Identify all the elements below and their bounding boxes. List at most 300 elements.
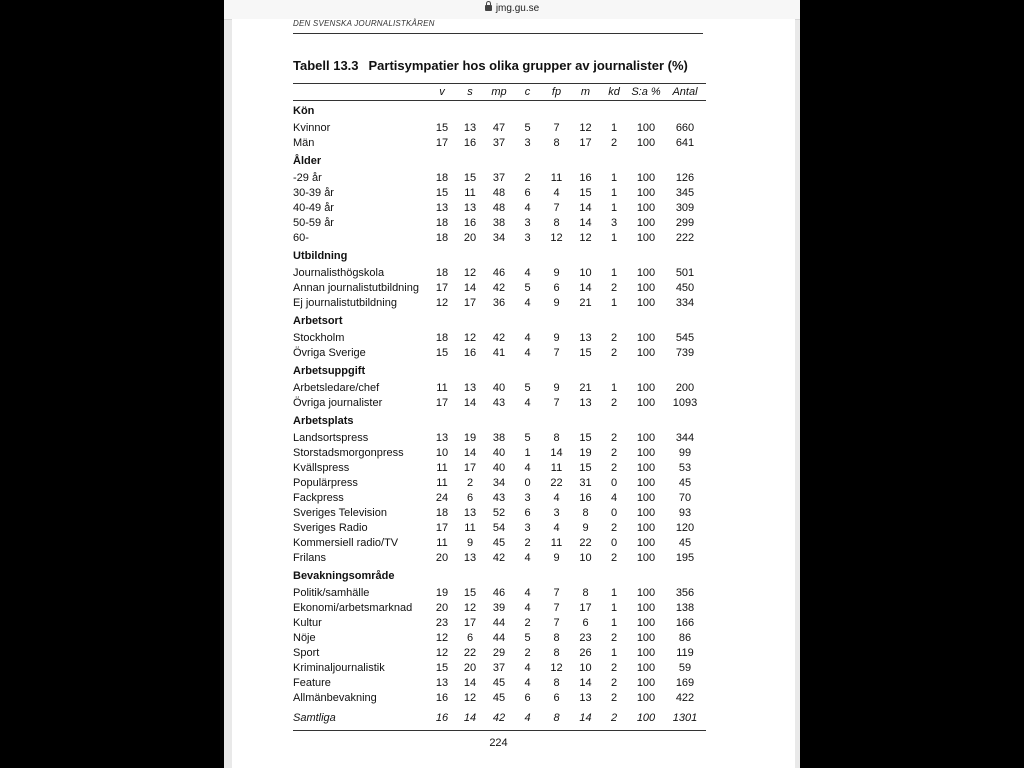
table-cell: 4 <box>524 332 531 344</box>
table-cell: 14 <box>550 447 563 459</box>
table-cell: 8 <box>553 432 560 444</box>
table-cell: 59 <box>678 662 692 674</box>
table-cell: 13 <box>463 122 477 134</box>
table-cell: 14 <box>579 202 592 214</box>
table-cell: 100 <box>636 267 656 279</box>
table-cell: 45 <box>492 692 506 704</box>
row-label: 30-39 år <box>293 187 334 199</box>
table-cell: 26 <box>579 647 592 659</box>
table-cell: 86 <box>678 632 692 644</box>
section-header-row <box>293 311 706 331</box>
table-cell: 53 <box>678 462 692 474</box>
table-cell: 2 <box>610 332 618 344</box>
table-cell: 17 <box>435 522 449 534</box>
table-cell: 1 <box>524 447 531 459</box>
table-cell: 2 <box>524 172 531 184</box>
table-cell: 4 <box>524 267 531 279</box>
table-cell: 0 <box>524 477 531 489</box>
table-number: Tabell 13.3 <box>293 58 359 73</box>
row-label: Kvällspress <box>293 462 350 474</box>
table-row <box>293 461 706 476</box>
row-label: Feature <box>293 677 331 689</box>
table-title <box>293 58 688 73</box>
table-cell: 2 <box>610 677 618 689</box>
table-cell: 10 <box>579 662 592 674</box>
row-label: Samtliga <box>293 712 336 724</box>
table-cell: 14 <box>579 677 592 689</box>
table-cell: 6 <box>553 692 560 704</box>
table-row <box>293 586 706 601</box>
table-cell: 7 <box>553 397 560 409</box>
table-cell: 12 <box>579 232 592 244</box>
table-cell: 100 <box>636 462 656 474</box>
table-cell: 4 <box>524 552 531 564</box>
table-cell: 545 <box>675 332 695 344</box>
table-cell: 36 <box>492 297 506 309</box>
table-cell: 9 <box>553 267 560 279</box>
table-cell: 43 <box>492 492 506 504</box>
table-cell: 100 <box>636 187 656 199</box>
table-cell: 17 <box>435 282 449 294</box>
table-cell: 2 <box>466 477 474 489</box>
table-cell: 20 <box>435 602 449 614</box>
url-display[interactable] <box>224 3 800 14</box>
row-label: Storstadsmorgonpress <box>293 447 404 459</box>
table-cell: 10 <box>579 267 592 279</box>
table-cell: 15 <box>435 187 449 199</box>
table-cell: 22 <box>550 477 563 489</box>
table-cell: 100 <box>636 332 656 344</box>
table-cell: 14 <box>463 397 477 409</box>
table-cell: 2 <box>610 447 618 459</box>
column-header: S:a % <box>631 85 661 98</box>
row-label: Nöje <box>293 632 316 644</box>
table-cell: 13 <box>463 552 477 564</box>
table-cell: 16 <box>435 712 449 724</box>
row-label: Kommersiell radio/TV <box>293 537 399 549</box>
table-cell: 1301 <box>672 712 698 724</box>
header-rule <box>293 33 703 34</box>
row-label: Kriminaljournalistik <box>293 662 385 674</box>
table-cell: 6 <box>582 617 589 629</box>
table-cell: 100 <box>636 507 656 519</box>
column-header: s <box>467 85 473 98</box>
table-row <box>293 171 706 186</box>
table-cell: 9 <box>553 382 560 394</box>
page-number: 224 <box>489 737 508 749</box>
table-cell: 12 <box>435 632 449 644</box>
table-cell: 12 <box>463 332 477 344</box>
table-cell: 1 <box>610 122 618 134</box>
table-cell: 11 <box>550 537 563 549</box>
table-cell: 100 <box>636 712 656 724</box>
table-row <box>293 231 706 246</box>
row-label: Arbetsledare/chef <box>293 382 380 394</box>
table-cell: 6 <box>524 507 531 519</box>
table-cell: 345 <box>675 187 695 199</box>
table-cell: 8 <box>582 587 589 599</box>
table-cell: 42 <box>492 552 506 564</box>
table-cell: 4 <box>524 297 531 309</box>
table-cell: 9 <box>466 537 474 549</box>
table-row <box>293 646 706 661</box>
table-cell: 18 <box>435 172 449 184</box>
table-cell: 16 <box>579 492 592 504</box>
table-cell: 422 <box>675 692 695 704</box>
column-header: fp <box>551 85 562 98</box>
table-cell: 100 <box>636 297 656 309</box>
table-cell: 20 <box>435 552 449 564</box>
row-label: Fackpress <box>293 492 344 504</box>
table-cell: 3 <box>524 217 531 229</box>
table-cell: 4 <box>524 587 531 599</box>
table-cell: 13 <box>435 202 449 214</box>
table-cell: 12 <box>435 297 449 309</box>
table-cell: 17 <box>463 297 477 309</box>
row-label: 60- <box>293 232 309 244</box>
table-cell: 2 <box>610 137 618 149</box>
table-cell: 100 <box>636 232 656 244</box>
table-cell: 6 <box>466 632 474 644</box>
table-cell: 660 <box>675 122 695 134</box>
table-cell: 19 <box>463 432 477 444</box>
table-cell: 11 <box>436 382 448 394</box>
table-cell: 641 <box>675 137 695 149</box>
table-cell: 2 <box>610 282 618 294</box>
table-cell: 100 <box>636 522 656 534</box>
table-cell: 0 <box>610 537 618 549</box>
table-cell: 23 <box>579 632 592 644</box>
table-row <box>293 296 706 311</box>
table-cell: 13 <box>463 507 477 519</box>
table-cell: 15 <box>435 662 449 674</box>
table-cell: 100 <box>636 397 656 409</box>
table-cell: 739 <box>675 347 695 359</box>
table-cell: 17 <box>435 137 449 149</box>
table-cell: 29 <box>492 647 506 659</box>
table-cell: 13 <box>579 332 592 344</box>
table-row <box>293 506 706 521</box>
table-row <box>293 601 706 616</box>
table-cell: 501 <box>675 267 695 279</box>
table-cell: 2 <box>610 522 618 534</box>
table-cell: 100 <box>636 447 656 459</box>
table-cell: 14 <box>463 282 477 294</box>
table-cell: 4 <box>553 492 560 504</box>
table-cell: 7 <box>553 122 560 134</box>
table-row <box>293 521 706 536</box>
section-header-row <box>293 151 706 171</box>
table-cell: 2 <box>610 662 618 674</box>
table-title-text: Partisympatier hos olika grupper av journalister (%) <box>368 58 688 73</box>
table-cell: 100 <box>636 347 656 359</box>
table-cell: 1 <box>610 587 618 599</box>
section-header-row <box>293 246 706 266</box>
table-cell: 34 <box>492 477 506 489</box>
row-label: Övriga Sverige <box>293 347 366 359</box>
table-row <box>293 281 706 296</box>
table-cell: 1 <box>610 202 618 214</box>
table-cell: 299 <box>675 217 695 229</box>
table-cell: 52 <box>492 507 506 519</box>
table-cell: 11 <box>550 462 563 474</box>
table-cell: 12 <box>463 692 477 704</box>
table-cell: 45 <box>678 537 692 549</box>
table-cell: 4 <box>524 712 531 724</box>
row-label: Landsortspress <box>293 432 369 444</box>
table-row <box>293 446 706 461</box>
table-row <box>293 616 706 631</box>
table-row <box>293 476 706 491</box>
table-row <box>293 186 706 201</box>
table-cell: 309 <box>675 202 695 214</box>
row-label: Populärpress <box>293 477 358 489</box>
table-cell: 42 <box>492 712 506 724</box>
table-cell: 19 <box>435 587 449 599</box>
table-cell: 100 <box>636 617 656 629</box>
table-cell: 11 <box>464 522 476 534</box>
section-header-row <box>293 566 706 586</box>
table-row <box>293 136 706 151</box>
row-label: Ej journalistutbildning <box>293 297 397 309</box>
table-cell: 195 <box>675 552 695 564</box>
table-row <box>293 536 706 551</box>
table-cell: 4 <box>524 602 531 614</box>
row-label: Kvinnor <box>293 122 331 134</box>
section-header: Arbetsplats <box>293 415 354 427</box>
table-cell: 1 <box>610 187 618 199</box>
table-cell: 100 <box>636 587 656 599</box>
table-cell: 34 <box>492 232 506 244</box>
table-cell: 15 <box>463 172 477 184</box>
table-cell: 5 <box>524 382 531 394</box>
table-cell: 3 <box>553 507 560 519</box>
document-page <box>232 19 795 768</box>
table-cell: 120 <box>675 522 695 534</box>
table-cell: 93 <box>678 507 692 519</box>
table-cell: 3 <box>524 137 531 149</box>
table-cell: 31 <box>579 477 592 489</box>
table-cell: 119 <box>676 647 694 659</box>
table-cell: 14 <box>463 712 477 724</box>
table-cell: 2 <box>524 537 531 549</box>
table-cell: 16 <box>463 217 477 229</box>
table-cell: 12 <box>550 662 563 674</box>
column-header: Antal <box>672 85 698 98</box>
table-cell: 8 <box>553 217 560 229</box>
table-cell: 46 <box>492 587 506 599</box>
table-cell: 138 <box>675 602 695 614</box>
table-cell: 0 <box>610 477 618 489</box>
total-row <box>293 706 706 731</box>
table-cell: 1093 <box>672 397 698 409</box>
table-cell: 100 <box>636 122 656 134</box>
table-cell: 100 <box>636 552 656 564</box>
table-cell: 8 <box>553 137 560 149</box>
column-header: mp <box>491 85 507 98</box>
table-cell: 48 <box>492 187 506 199</box>
table-cell: 1 <box>610 382 618 394</box>
table-cell: 10 <box>435 447 449 459</box>
table-cell: 15 <box>463 587 477 599</box>
running-header: DEN SVENSKA JOURNALISTKÅREN <box>293 19 435 28</box>
table-cell: 17 <box>463 462 477 474</box>
row-label: Stockholm <box>293 332 345 344</box>
table-cell: 1 <box>610 267 618 279</box>
table-cell: 6 <box>553 282 560 294</box>
table-cell: 12 <box>579 122 592 134</box>
row-label: -29 år <box>293 172 322 184</box>
table-cell: 4 <box>524 677 531 689</box>
table-row <box>293 551 706 566</box>
column-header-label <box>293 84 429 101</box>
table-cell: 12 <box>463 267 477 279</box>
table-cell: 17 <box>579 602 592 614</box>
table-cell: 7 <box>553 602 560 614</box>
table-cell: 2 <box>610 432 618 444</box>
table-cell: 70 <box>678 492 692 504</box>
table-cell: 6 <box>524 187 531 199</box>
table-cell: 1 <box>610 232 618 244</box>
table-cell: 4 <box>524 462 531 474</box>
table-cell: 344 <box>675 432 695 444</box>
table-cell: 14 <box>463 447 477 459</box>
browser-address-bar[interactable] <box>224 0 800 20</box>
table-cell: 12 <box>435 647 449 659</box>
table-cell: 2 <box>610 632 618 644</box>
table-cell: 15 <box>579 462 592 474</box>
table-cell: 3 <box>610 217 618 229</box>
table-cell: 46 <box>492 267 506 279</box>
data-table <box>293 83 706 731</box>
table-cell: 11 <box>550 172 563 184</box>
table-cell: 43 <box>492 397 506 409</box>
table-cell: 13 <box>579 692 592 704</box>
table-cell: 42 <box>492 282 506 294</box>
table-row <box>293 381 706 396</box>
table-cell: 17 <box>579 137 592 149</box>
table-cell: 4 <box>553 522 560 534</box>
table-row <box>293 346 706 361</box>
table-cell: 37 <box>492 137 506 149</box>
table-cell: 7 <box>553 202 560 214</box>
table-cell: 42 <box>492 332 506 344</box>
table-cell: 10 <box>579 552 592 564</box>
table-cell: 2 <box>610 397 618 409</box>
section-header: Kön <box>293 105 315 117</box>
table-cell: 15 <box>435 347 449 359</box>
table-row <box>293 201 706 216</box>
table-cell: 100 <box>636 382 656 394</box>
column-header: kd <box>608 85 620 98</box>
table-cell: 6 <box>524 692 531 704</box>
table-cell: 14 <box>579 712 592 724</box>
table-cell: 356 <box>675 587 695 599</box>
table-cell: 100 <box>636 432 656 444</box>
table-cell: 13 <box>463 202 477 214</box>
table-cell: 100 <box>636 647 656 659</box>
table-cell: 2 <box>524 617 531 629</box>
table-row <box>293 661 706 676</box>
table-cell: 12 <box>550 232 563 244</box>
table-cell: 222 <box>675 232 695 244</box>
column-header: c <box>524 85 531 98</box>
row-label: Ekonomi/arbetsmarknad <box>293 602 413 614</box>
table-cell: 4 <box>524 662 531 674</box>
table-cell: 450 <box>675 282 695 294</box>
table-row <box>293 491 706 506</box>
table-cell: 2 <box>524 647 531 659</box>
section-header: Arbetsort <box>293 315 343 327</box>
table-cell: 15 <box>579 432 592 444</box>
table-cell: 1 <box>610 647 618 659</box>
table-cell: 100 <box>636 137 656 149</box>
section-header: Utbildning <box>293 250 348 262</box>
table-cell: 37 <box>492 662 506 674</box>
url-text: jmg.gu.se <box>495 3 540 14</box>
table-cell: 8 <box>553 712 560 724</box>
table-cell: 14 <box>579 282 592 294</box>
table-cell: 4 <box>524 202 531 214</box>
table-cell: 100 <box>636 202 656 214</box>
table-cell: 16 <box>463 137 477 149</box>
table-cell: 2 <box>610 552 618 564</box>
table-cell: 18 <box>435 232 449 244</box>
row-label: Sveriges Television <box>293 507 387 519</box>
table-cell: 5 <box>524 282 531 294</box>
table-cell: 9 <box>553 552 560 564</box>
table-cell: 100 <box>636 217 656 229</box>
row-label: 40-49 år <box>293 202 334 214</box>
table-cell: 9 <box>553 332 560 344</box>
table-cell: 40 <box>492 462 506 474</box>
table-cell: 5 <box>524 432 531 444</box>
table-cell: 44 <box>492 632 506 644</box>
table-cell: 16 <box>579 172 592 184</box>
table-cell: 18 <box>435 332 449 344</box>
table-cell: 1 <box>610 172 618 184</box>
table-cell: 22 <box>579 537 592 549</box>
table-cell: 45 <box>678 477 692 489</box>
table-cell: 3 <box>524 492 531 504</box>
table-cell: 4 <box>553 187 560 199</box>
table-cell: 20 <box>463 232 477 244</box>
section-header-row <box>293 101 706 122</box>
table-cell: 11 <box>436 477 448 489</box>
row-label: Män <box>293 137 315 149</box>
table-cell: 39 <box>492 602 506 614</box>
table-cell: 5 <box>524 632 531 644</box>
table-cell: 18 <box>435 267 449 279</box>
table-cell: 17 <box>435 397 449 409</box>
table-cell: 54 <box>492 522 506 534</box>
table-cell: 20 <box>463 662 477 674</box>
table-cell: 7 <box>553 617 560 629</box>
table-row <box>293 216 706 231</box>
table-row <box>293 331 706 346</box>
table-row <box>293 266 706 281</box>
table-cell: 13 <box>463 382 477 394</box>
table-cell: 22 <box>463 647 477 659</box>
table-cell: 24 <box>435 492 449 504</box>
table-cell: 8 <box>553 677 560 689</box>
table-cell: 37 <box>492 172 506 184</box>
row-label: Sport <box>293 647 320 659</box>
row-label: Politik/samhälle <box>293 587 370 599</box>
table-cell: 16 <box>435 692 449 704</box>
table-cell: 15 <box>579 187 592 199</box>
table-cell: 100 <box>636 662 656 674</box>
